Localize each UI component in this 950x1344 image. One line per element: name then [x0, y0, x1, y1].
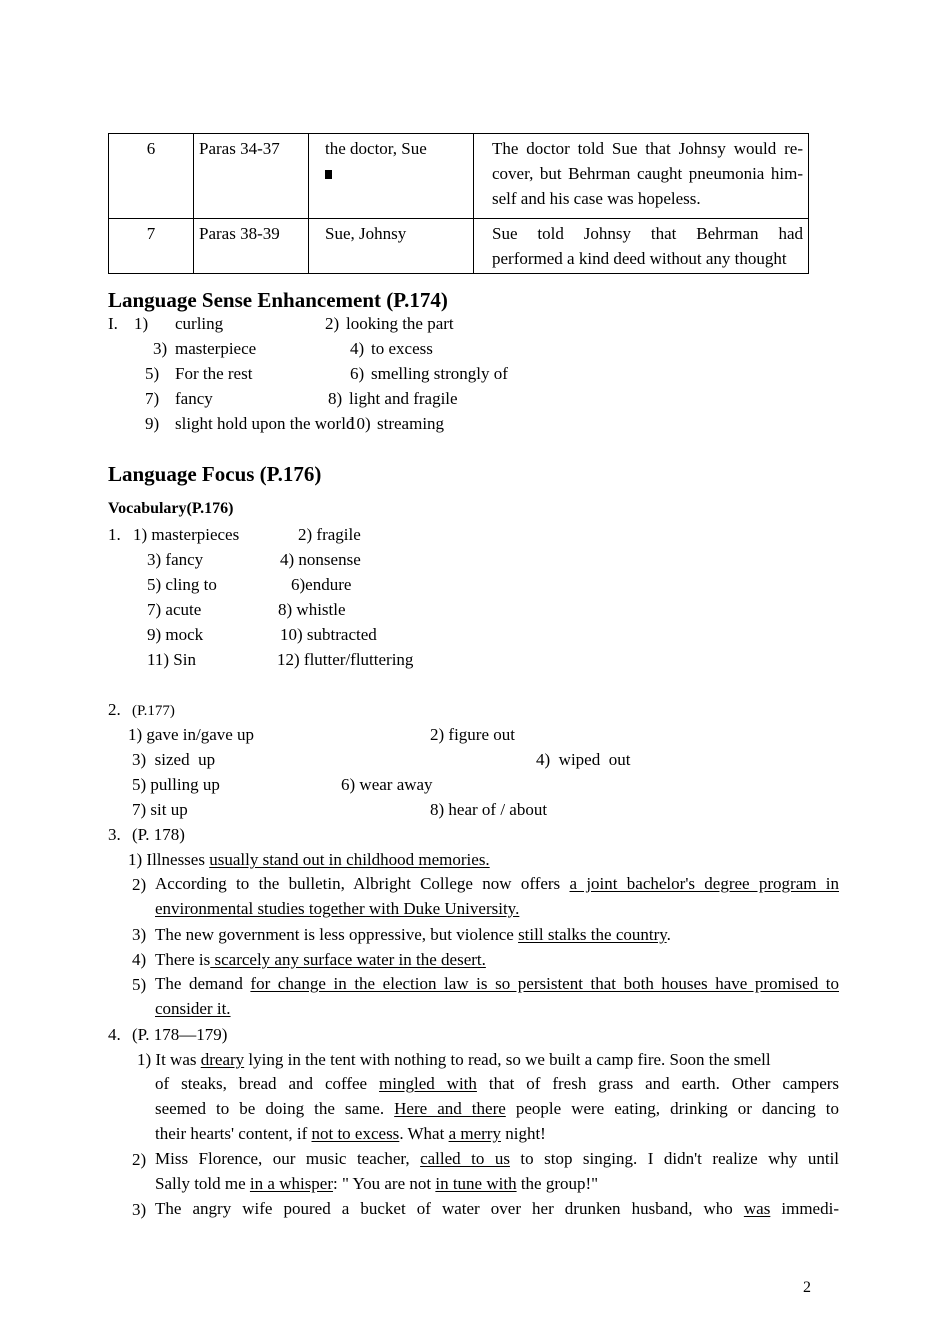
- underlined-phrase: in tune with: [435, 1174, 517, 1193]
- answer-sentence: [128, 849, 490, 871]
- answer-paragraph: [155, 1071, 839, 1146]
- sentence-text: lying in the tent with nothing to read, so we built a camp fire. Soon the smell: [244, 1050, 771, 1069]
- sentence-text: of steaks, bread and coffee: [155, 1074, 380, 1093]
- list-item: light and fragile: [349, 389, 458, 408]
- answer-item: 5) pulling up: [132, 775, 220, 794]
- list-item: smelling strongly of: [371, 364, 508, 383]
- underlined-phrase: environmental studies together with Duke University.: [155, 899, 520, 918]
- lse-heading: Language Sense Enhancement (P.174): [108, 288, 448, 312]
- underlined-phrase: Here and there: [394, 1099, 506, 1118]
- row-summary-line: Sue told Johnsy that Behrman had: [492, 224, 803, 243]
- answer-item: 6) wear away: [341, 775, 433, 794]
- underlined-phrase: a merry: [448, 1124, 501, 1143]
- sentence-text: .: [666, 925, 671, 944]
- question-page-ref: (P. 178—179): [132, 1025, 228, 1044]
- list-number: 9): [145, 414, 160, 433]
- list-number: 2): [132, 875, 147, 894]
- list-number: 3): [132, 1200, 147, 1219]
- lf-heading: Language Focus (P.176): [108, 462, 322, 486]
- answer-item: 1) masterpieces: [133, 525, 240, 544]
- answer-item: 2) fragile: [298, 525, 361, 544]
- sentence-text: to stop singing. I didn't realize why until: [509, 1149, 840, 1168]
- list-number: 4): [132, 950, 147, 969]
- question-number: 4.: [108, 1025, 121, 1044]
- list-item: streaming: [377, 414, 445, 433]
- sentence-text: that of fresh grass and earth. Other campers: [476, 1074, 840, 1093]
- list-number: 1): [134, 314, 149, 333]
- sentence-text: their hearts' content, if: [155, 1124, 312, 1143]
- answer-sentence: [155, 949, 486, 971]
- sentence-text: seemed to be doing the same.: [155, 1099, 395, 1118]
- answer-item: 7) sit up: [132, 800, 188, 819]
- list-number: 5): [132, 975, 147, 994]
- answer-paragraph: [155, 1196, 839, 1221]
- sentence-text: 1) Illnesses: [128, 850, 210, 869]
- answer-item: 3) sized up: [132, 750, 216, 769]
- underlined-phrase: scarcely any surface water in the desert.: [210, 950, 486, 969]
- sentence-text: The demand: [155, 974, 251, 993]
- answer-item: 9) mock: [147, 625, 204, 644]
- row-summary-line: performed a kind deed without any thought: [492, 249, 787, 268]
- question-page-ref: (P. 178): [132, 825, 185, 844]
- answer-paragraph: [155, 1146, 839, 1196]
- square-bullet-icon: [325, 170, 332, 179]
- question-page-ref: (P.177): [132, 703, 175, 719]
- sentence-text: 1) It was: [137, 1050, 201, 1069]
- list-number: 4): [350, 339, 365, 358]
- list-number: 8): [328, 389, 343, 408]
- vocab-subheading: Vocabulary(P.176): [108, 500, 234, 517]
- list-number: 2): [325, 314, 340, 333]
- row-number: 7: [109, 219, 194, 274]
- underlined-phrase: still stalks the country: [518, 925, 667, 944]
- sentence-text: The new government is less oppressive, but violence: [155, 925, 519, 944]
- list-item: For the rest: [175, 364, 253, 383]
- sentence-text: Sally told me: [155, 1174, 250, 1193]
- list-item: masterpiece: [175, 339, 257, 358]
- summary-table: [108, 133, 809, 274]
- question-number: 2.: [108, 700, 121, 719]
- underlined-phrase: usually stand out in childhood memories.: [209, 850, 490, 869]
- question-number: 1.: [108, 525, 121, 544]
- row-characters: Sue, Johnsy: [309, 219, 474, 274]
- answer-item: 12) flutter/fluttering: [277, 650, 414, 669]
- underlined-phrase: mingled with: [379, 1074, 477, 1093]
- sentence-text: : " You are not: [333, 1174, 436, 1193]
- paragraph-line: [137, 1049, 771, 1071]
- underlined-phrase: not to excess: [311, 1124, 400, 1143]
- list-number: 5): [145, 364, 160, 383]
- list-item: fancy: [175, 389, 213, 408]
- row-paragraphs: Paras 38-39: [194, 219, 309, 274]
- answer-item: 7) acute: [147, 600, 202, 619]
- list-item: slight hold upon the world: [175, 414, 355, 433]
- table-row: [109, 219, 809, 274]
- answer-item: 10) subtracted: [280, 625, 377, 644]
- list-number: 6): [350, 364, 365, 383]
- sentence-text: There is: [155, 950, 211, 969]
- answer-item: 1) gave in/gave up: [128, 725, 255, 744]
- answer-item: 11) Sin: [147, 650, 196, 669]
- list-number: 2): [132, 1150, 147, 1169]
- row-characters-text: the doctor, Sue: [325, 139, 427, 158]
- answer-sentence: [155, 971, 839, 1021]
- row-summary: [474, 219, 809, 274]
- answer-item: 4) wiped out: [536, 750, 631, 769]
- answer-item: 5) cling to: [147, 575, 217, 594]
- answer-sentence: [155, 871, 839, 921]
- sentence-text: . What: [399, 1124, 449, 1143]
- underlined-phrase: dreary: [200, 1050, 245, 1069]
- list-number: 10): [348, 414, 371, 433]
- list-item: to excess: [371, 339, 433, 358]
- row-paragraphs: Paras 34-37: [194, 134, 309, 219]
- table-row: [109, 134, 809, 219]
- answer-item: 6)endure: [291, 575, 352, 594]
- answer-item: 4) nonsense: [280, 550, 361, 569]
- sentence-text: people were eating, drinking or dancing to: [505, 1099, 840, 1118]
- sentence-text: The angry wife poured a bucket of water over her drunken husband, who: [155, 1199, 744, 1218]
- question-number: 3.: [108, 825, 121, 844]
- sentence-text: Miss Florence, our music teacher,: [155, 1149, 421, 1168]
- roman-numeral: I.: [108, 314, 118, 333]
- answer-item: 2) figure out: [430, 725, 515, 744]
- answer-sentence: [155, 924, 671, 946]
- underlined-phrase: was: [743, 1199, 771, 1218]
- answer-item: 8) whistle: [278, 600, 346, 619]
- list-number: 3): [132, 925, 147, 944]
- sentence-text: night!: [500, 1124, 546, 1143]
- list-item: looking the part: [346, 314, 454, 333]
- row-number: 6: [109, 134, 194, 219]
- underlined-phrase: for change in the election law is so persistent that both houses have promised to: [250, 974, 839, 993]
- row-characters: [309, 134, 474, 219]
- row-summary: The doctor told Sue that Johnsy would re-cover, but Behrman caught pneumonia him-self and his case was hopeless.: [474, 134, 809, 219]
- list-item: curling: [175, 314, 224, 333]
- answer-item: 3) fancy: [147, 550, 204, 569]
- list-number: 3): [153, 339, 168, 358]
- underlined-phrase: called to us: [420, 1149, 510, 1168]
- answer-item: 8) hear of / about: [430, 800, 548, 819]
- sentence-text: immedi-: [770, 1199, 839, 1218]
- underlined-phrase: consider it.: [155, 999, 231, 1018]
- underlined-phrase: a joint bachelor's degree program in: [569, 874, 840, 893]
- sentence-text: According to the bulletin, Albright College now offers: [155, 874, 570, 893]
- sentence-text: the group!": [516, 1174, 599, 1193]
- list-number: 7): [145, 389, 160, 408]
- underlined-phrase: in a whisper: [249, 1174, 334, 1193]
- page-number: 2: [803, 1279, 811, 1296]
